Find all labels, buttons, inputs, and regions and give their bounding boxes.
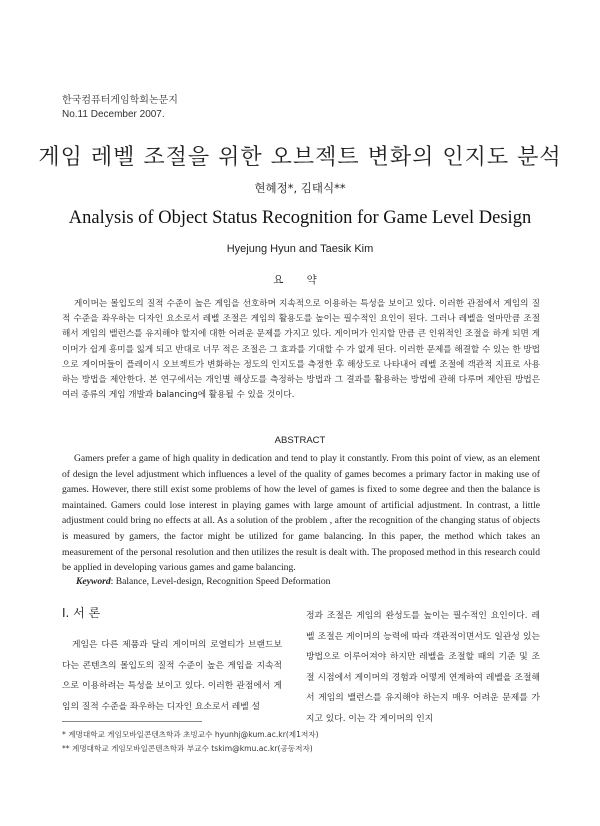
body-column-left: 게임은 다른 제품과 달리 게이머의 로열티가 브랜드보다는 콘텐츠의 몰입도의 질적 수준이 높은 게임을 지속적으로 이용하려는 특성을 보이고 있다. 이러한 관점에서 게임의 질적 수준을 좌우하는 디자인 요소로서 레벨 설: [62, 640, 282, 712]
keyword-label: Keyword: [76, 576, 111, 587]
keywords: [76, 576, 330, 587]
keyword-list: : Balance, Level-design, Recognition Speed Deformation: [110, 576, 331, 587]
footnote-2: ** 계명대학교 게임모바일콘텐츠학과 부교수 tskim@kmu.ac.kr(공동저자): [62, 744, 313, 753]
section-heading-introduction: Ⅰ. 서 론: [62, 606, 101, 620]
journal-header: [62, 94, 178, 122]
footnotes: [62, 728, 319, 756]
footnote-1: * 계명대학교 게임모바일콘텐츠학과 초빙교수 hyunhj@kum.ac.kr(제1저자): [62, 730, 319, 739]
abstract-english: Gamers prefer a game of high quality in dedication and tend to play it constantly. From this point of view, as an element of design the level adjustment which influences a level of the quality of games becomes a primary factor in making use of games. However, there still exist some problems of how the level of games is fixed to some degree and then the balance is maintained. Gamers could lose interest in playing games with large amount of artificial adjustment. In contrast, a little adjustment could bring no effects at all. As a solution of the problem , after the recognition of the changing status of objects is measured by gamers, the factor might be utilized for game balancing. In this paper, the method which takes an measurement of the personal resolution and then utilizes the result is dealt with. The proposed method in this research could be applied in developing various games and game balancing.: [62, 453, 540, 574]
journal-issue: No.11 December 2007.: [62, 109, 165, 120]
abstract-korean: 게이머는 몰입도의 질적 수준이 높은 게임을 선호하며 지속적으로 이용하는 특성을 보이고 있다. 이러한 관점에서 게임의 질적 수준을 좌우하는 디자인 요소로서 레벨 조절은 게임의 활용도를 높이는 필수적인 요인이 된다. 그러나 레벨을 얼마만큼 조절해서 게임의 밸런스를 유지해야 할지에 대한 어려운 문제를 가지고 있다. 게이머가 인지할 만큼 큰 인위적인 조절을 하게 되면 게이머가 쉽게 흥미를 잃게 되고 반대로 너무 적은 조절은 그 효과를 기대할 수 가 없게 된다. 이러한 문제를 해결할 수 있는 한 방법으로 게이머들이 플레이시 오브젝트가 변화하는 정도의 인지도를 측정한 후 해상도로 나타내어 레벨 조절에 객관적 지표로 사용하는 방법을 제안한다. 본 연구에서는 개인별 해상도를 측정하는 방법과 그 결과를 활용하는 방법에 관해 다루며 제안된 방법은 여러 종류의 게임 개발과 balancing에 활용될 수 있을 것이다.: [62, 299, 540, 401]
abstract-english-heading: ABSTRACT: [274, 435, 326, 446]
footnote-rule: [62, 721, 202, 722]
abstract-korean-heading: 요 약: [273, 274, 327, 286]
body-column-right: 정과 조절은 게임의 완성도를 높이는 필수적인 요인이다. 레벨 조절은 게이머의 능력에 따라 객관적이면서도 일관성 있는 방법으로 이루어져야 하지만 레벨을 조절할 때의 기준 및 조절 시점에서 게이머의 경험과 어떻게 연계하여 레벨을 조절해서 게임의 밸런스를 유지해야 하는지 매우 어려운 문제를 가지고 있다. 이는 각 게이머의 인지: [306, 611, 540, 724]
title-english: Analysis of Object Status Recognition for Game Level Design: [68, 208, 532, 228]
journal-name: 한국컴퓨터게임학회논문지: [62, 95, 178, 106]
title-korean: 게임 레벨 조절을 위한 오브젝트 변화의 인지도 분석: [38, 145, 562, 170]
authors-english: Hyejung Hyun and Taesik Kim: [226, 243, 374, 255]
authors-korean: 현혜정*, 김태식**: [254, 181, 346, 195]
